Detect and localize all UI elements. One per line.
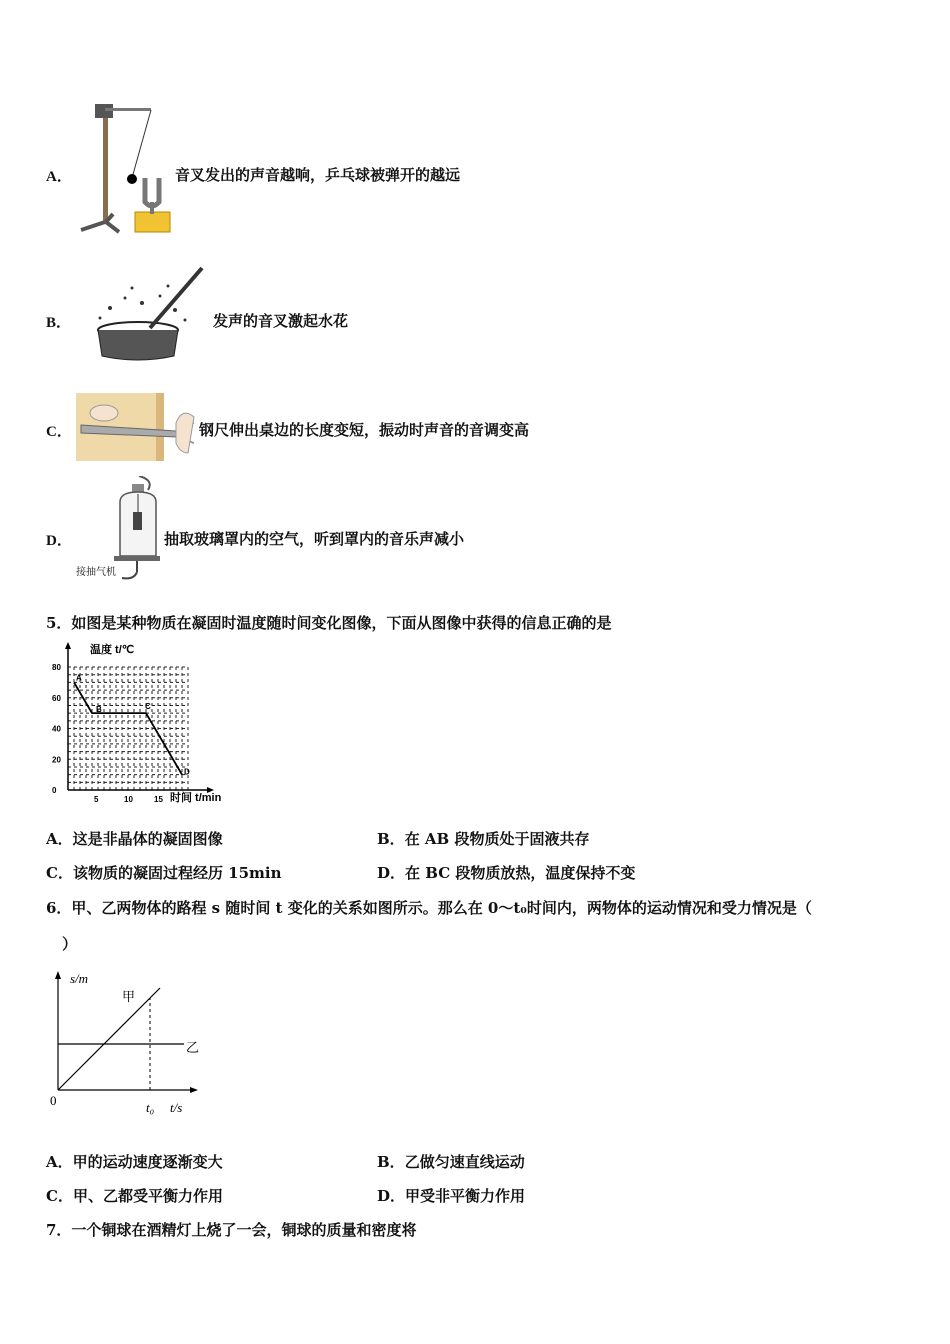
q4-option-d-text: 抽取玻璃罩内的空气，听到罩内的音乐声减小 (164, 530, 465, 548)
chart2-y-axis-label: s/m (70, 971, 89, 986)
point-label-a: A (76, 673, 82, 683)
q4-option-a-text: 音叉发出的声音越响，乒乓球被弹开的越远 (175, 166, 461, 184)
cooling-curve-chart (46, 640, 236, 810)
y-tick-label: 0 (52, 786, 57, 795)
q4-option-c-label: C． (46, 424, 72, 440)
distance-time-chart (44, 965, 214, 1120)
x-tick-label: 15 (154, 795, 163, 804)
y-tick-label: 40 (52, 724, 61, 734)
q6-option-c-label: C． (46, 1187, 73, 1205)
q5-option-c (46, 863, 282, 883)
tuning-fork-pingpong-figure (75, 98, 175, 238)
x-axis-arrow (190, 1087, 198, 1093)
q6-option-b-label: B． (377, 1153, 405, 1171)
series-line-jia (58, 988, 160, 1090)
q6-option-a-text: 甲的运动速度逐渐变大 (72, 1153, 223, 1171)
q6-stem-line1: 6．甲、乙两物体的路程 s 随时间 t 变化的关系如图所示。那么在 0～t₀时间内，两物体的运动情况和受力情况是（ (46, 899, 812, 917)
q4-option-d-label: D． (46, 533, 72, 549)
q5-option-b-label: B． (377, 830, 405, 848)
chart2-origin-label: 0 (50, 1093, 57, 1108)
point-label-d: D (184, 767, 190, 777)
q5-option-b-text: 在 AB 段物质处于固液共存 (404, 830, 590, 848)
steel-ruler-figure (76, 393, 201, 463)
q6-option-a (46, 1152, 223, 1172)
point-label-b: B (96, 705, 102, 715)
series-yi-label: 乙 (186, 1040, 200, 1055)
q5-option-a (46, 829, 223, 849)
q7-stem: 7．一个铜球在酒精灯上烧了一会，铜球的质量和密度将 (46, 1221, 417, 1239)
q6-option-d-label: D． (377, 1187, 406, 1205)
q6-option-d (377, 1186, 525, 1206)
q6-option-c-text: 甲、乙都受平衡力作用 (72, 1187, 223, 1205)
q6-option-a-label: A． (46, 1153, 73, 1171)
q5-option-a-label: A． (46, 830, 73, 848)
q6-option-b-text: 乙做匀速直线运动 (404, 1153, 525, 1171)
q4-option-b-label: B． (46, 315, 72, 331)
q5-stem: 5．如图是某种物质在凝固时温度随时间变化图像，下面从图像中获得的信息正确的是 (46, 614, 612, 632)
q5-option-d (377, 863, 635, 883)
chart2-x-axis-label: t/s (170, 1100, 183, 1115)
y-tick-label: 60 (52, 693, 61, 703)
chart-x-axis-label: 时间 t/min (170, 792, 222, 804)
q4-option-b-text: 发声的音叉激起水花 (213, 312, 349, 330)
q6-option-d-text: 甲受非平衡力作用 (405, 1187, 526, 1205)
x-tick-label: 5 (94, 795, 99, 804)
y-axis-arrow (65, 642, 71, 649)
y-axis-arrow (55, 971, 61, 979)
q4-option-a-label: A． (46, 169, 72, 185)
q4-option-c-text: 钢尺伸出桌边的长度变短，振动时声音的音调变高 (199, 421, 530, 439)
q5-option-a-text: 这是非晶体的凝固图像 (72, 830, 223, 848)
y-tick-label: 20 (52, 755, 61, 765)
series-jia-label: 甲 (122, 989, 136, 1004)
q5-option-d-text: 在 BC 段物质放热，温度保持不变 (405, 864, 636, 882)
x-tick-label: 10 (124, 795, 133, 804)
water-splash-figure (80, 258, 210, 363)
chart-y-axis-label: 温度 t/℃ (90, 644, 135, 656)
point-label-c: C (145, 702, 151, 712)
y-tick-label: 80 (52, 663, 61, 672)
q5-option-b (377, 829, 589, 849)
q5-option-c-text: 该物质的凝固过程经历 15min (72, 864, 282, 882)
vacuum-pump-caption: 接抽气机 (76, 567, 116, 578)
q6-option-b (377, 1152, 525, 1172)
q6-stem-line2: ） (62, 935, 78, 953)
q5-option-c-label: C． (46, 864, 73, 882)
q6-option-c (46, 1186, 223, 1206)
q5-option-d-label: D． (377, 864, 406, 882)
chart2-t0-label: t₀ (146, 1100, 155, 1115)
